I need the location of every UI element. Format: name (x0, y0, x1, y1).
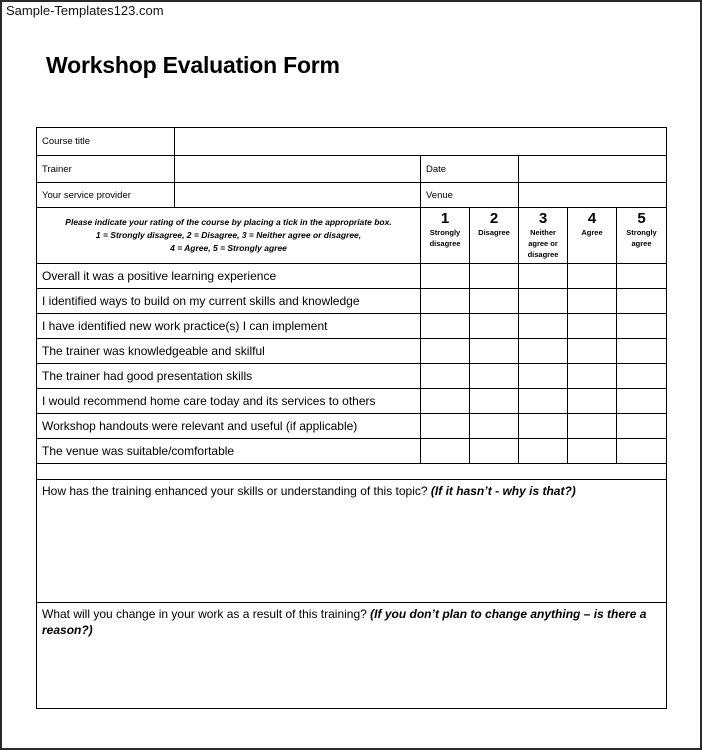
rating-cell-3[interactable] (519, 289, 568, 314)
rating-cell-5[interactable] (617, 339, 667, 364)
venue-field[interactable] (519, 183, 667, 208)
table-row (37, 264, 667, 289)
rating-label: Strongly agree (626, 228, 657, 248)
service-provider-label: Your service provider (37, 183, 175, 208)
rating-header-1 (421, 208, 470, 264)
rating-cell-3[interactable] (519, 339, 568, 364)
rating-header-5 (617, 208, 667, 264)
statement-text: The trainer had good presentation skills (37, 364, 421, 389)
table-row (37, 289, 667, 314)
rating-cell-5[interactable] (617, 289, 667, 314)
rating-cell-3[interactable] (519, 314, 568, 339)
rating-cell-4[interactable] (568, 264, 617, 289)
spacer-row (37, 464, 667, 480)
statement-text: I identified ways to build on my current skills and knowledge (37, 289, 421, 314)
rating-cell-4[interactable] (568, 414, 617, 439)
table-row (37, 439, 667, 464)
rating-cell-1[interactable] (421, 314, 470, 339)
course-title-field[interactable] (175, 128, 667, 156)
statement-text: The trainer was knowledgeable and skilful (37, 339, 421, 364)
form-title: Workshop Evaluation Form (46, 52, 340, 78)
statement-text: I have identified new work practice(s) I can implement (37, 314, 421, 339)
rating-number: 4 (587, 210, 597, 227)
course-title-row (37, 128, 667, 156)
rating-cell-5[interactable] (617, 414, 667, 439)
rating-header-3 (519, 208, 568, 264)
date-label: Date (421, 156, 519, 183)
rating-cell-4[interactable] (568, 314, 617, 339)
rating-cell-5[interactable] (617, 389, 667, 414)
question-row-2 (37, 603, 667, 709)
rating-label: Neither agree or disagree (527, 228, 559, 259)
trainer-label: Trainer (37, 156, 175, 183)
rating-number: 5 (637, 210, 646, 227)
rating-cell-5[interactable] (617, 439, 667, 464)
statement-text: Overall it was a positive learning experience (37, 264, 421, 289)
question-2-text: What will you change in your work as a result of this training? (42, 607, 371, 621)
instructions-line-3: 4 = Agree, 5 = Strongly agree (170, 243, 287, 253)
rating-cell-5[interactable] (617, 314, 667, 339)
table-row (37, 364, 667, 389)
instructions-line-1: Please indicate your rating of the course by placing a tick in the appropriate box. (65, 217, 392, 227)
rating-cell-2[interactable] (470, 364, 519, 389)
rating-cell-4[interactable] (568, 289, 617, 314)
rating-cell-1[interactable] (421, 389, 470, 414)
instructions-line-2: 1 = Strongly disagree, 2 = Disagree, 3 = Neither agree or disagree, (95, 230, 362, 240)
rating-cell-5[interactable] (617, 364, 667, 389)
evaluation-form-table (36, 127, 667, 709)
rating-cell-2[interactable] (470, 314, 519, 339)
statement-text: The venue was suitable/comfortable (37, 439, 421, 464)
trainer-row (37, 156, 667, 183)
venue-label: Venue (421, 183, 519, 208)
question-1-box[interactable] (37, 480, 667, 603)
table-row (37, 314, 667, 339)
date-field[interactable] (519, 156, 667, 183)
rating-cell-3[interactable] (519, 439, 568, 464)
rating-label: Agree (581, 228, 603, 237)
rating-number: 3 (538, 210, 548, 227)
question-1-text: How has the training enhanced your skills or understanding of this topic? (42, 484, 431, 498)
statement-text: Workshop handouts were relevant and useful (if applicable) (37, 414, 421, 439)
rating-cell-5[interactable] (617, 264, 667, 289)
table-row (37, 339, 667, 364)
service-provider-field[interactable] (175, 183, 421, 208)
rating-cell-4[interactable] (568, 439, 617, 464)
rating-label: Strongly disagree (429, 228, 461, 248)
rating-number: 1 (440, 210, 450, 227)
spacer-cell (37, 464, 667, 480)
rating-cell-2[interactable] (470, 439, 519, 464)
rating-header-4 (568, 208, 617, 264)
rating-header-2 (470, 208, 519, 264)
question-2-hint: (If you don’t plan to change anything – is there a reason?) (42, 607, 647, 637)
rating-cell-2[interactable] (470, 414, 519, 439)
rating-label: Disagree (478, 228, 510, 237)
rating-cell-2[interactable] (470, 264, 519, 289)
watermark: Sample-Templates123.com (6, 3, 164, 18)
rating-cell-1[interactable] (421, 264, 470, 289)
course-title-label: Course title (37, 128, 175, 156)
statement-text: I would recommend home care today and its services to others (37, 389, 421, 414)
rating-cell-3[interactable] (519, 389, 568, 414)
provider-row (37, 183, 667, 208)
rating-cell-2[interactable] (470, 339, 519, 364)
table-row (37, 414, 667, 439)
rating-cell-3[interactable] (519, 364, 568, 389)
question-2-box[interactable] (37, 603, 667, 709)
rating-cell-4[interactable] (568, 364, 617, 389)
rating-cell-2[interactable] (470, 289, 519, 314)
question-1-hint: (If it hasn’t - why is that?) (430, 484, 576, 498)
rating-cell-2[interactable] (470, 389, 519, 414)
rating-cell-1[interactable] (421, 339, 470, 364)
rating-cell-4[interactable] (568, 339, 617, 364)
rating-cell-1[interactable] (421, 414, 470, 439)
rating-cell-1[interactable] (421, 364, 470, 389)
rating-cell-1[interactable] (421, 289, 470, 314)
rating-cell-1[interactable] (421, 439, 470, 464)
rating-cell-3[interactable] (519, 264, 568, 289)
rating-instructions (37, 208, 421, 264)
table-row (37, 389, 667, 414)
rating-cell-4[interactable] (568, 389, 617, 414)
rating-cell-3[interactable] (519, 414, 568, 439)
rating-header-row (37, 208, 667, 264)
trainer-field[interactable] (175, 156, 421, 183)
question-row-1 (37, 480, 667, 603)
rating-number: 2 (489, 210, 499, 227)
